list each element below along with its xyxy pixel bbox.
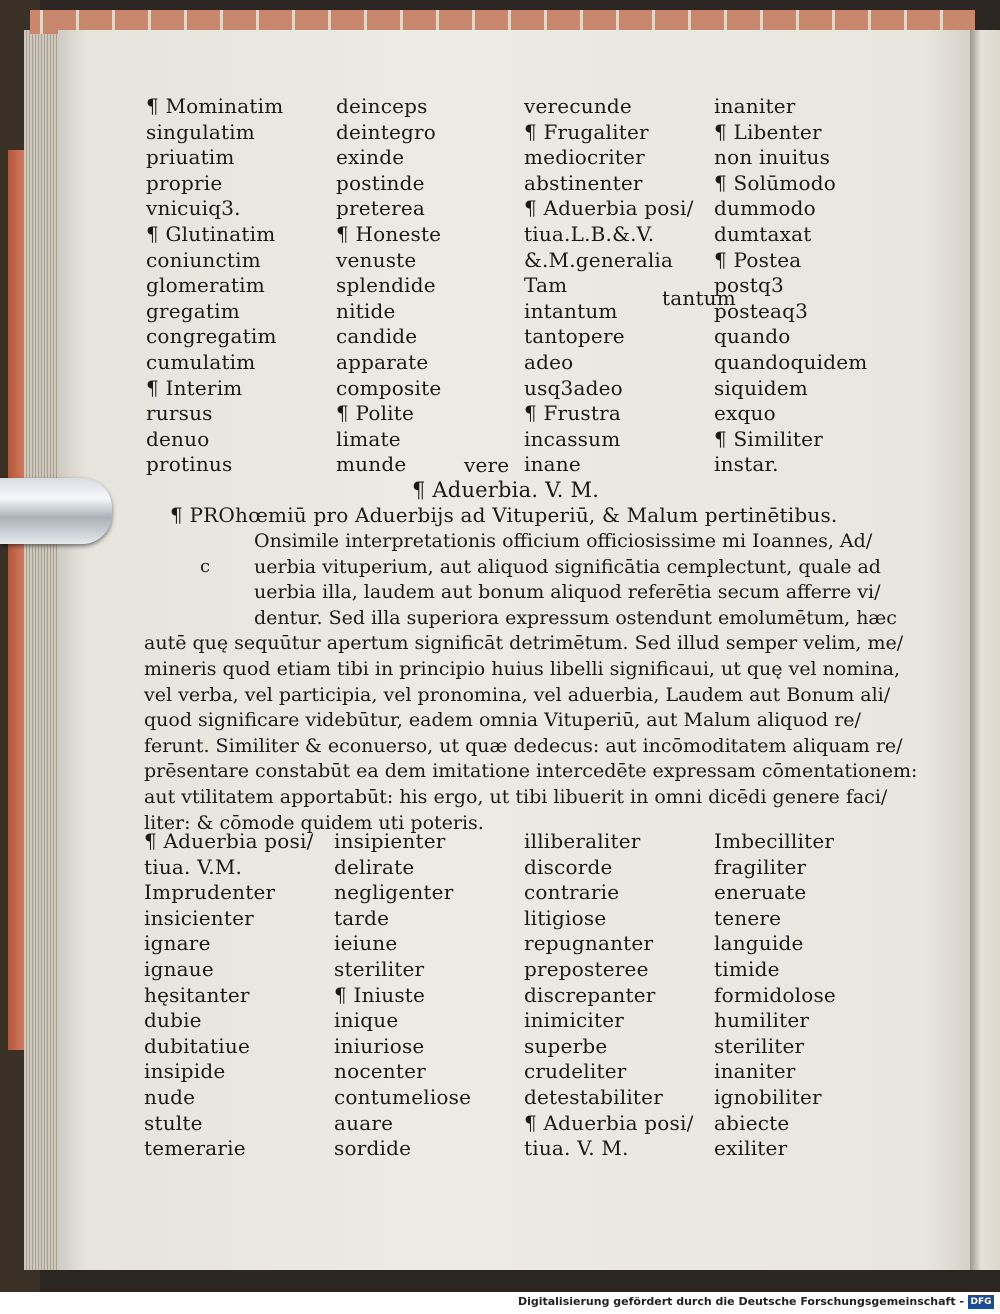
word-vere: vere	[464, 453, 510, 477]
word-entry: inaniter	[714, 1059, 796, 1084]
word-entry: humiliter	[714, 1008, 810, 1033]
prose-line: ferunt. Similiter & econuerso, ut quæ dedecus: aut incōmoditatem aliquam re/	[144, 734, 903, 757]
prose-line: quod significare videbūtur, eadem omnia Vituperiū, aut Malum aliquod re/	[144, 709, 861, 732]
word-entry: nocenter	[334, 1059, 426, 1084]
word-entry: sordide	[334, 1136, 412, 1161]
word-entry: ¶ Solūmodo	[714, 170, 836, 195]
word-entry: gregatim	[146, 298, 240, 323]
word-entry: ¶ Libenter	[714, 119, 822, 144]
prohoemium-title: ¶ PROhœmiū pro Aduerbijs ad Vituperiū, & Malum pertinētibus.	[170, 503, 838, 527]
word-entry: tiua.L.B.&.V.	[524, 222, 655, 246]
word-entry: venuste	[336, 247, 417, 272]
word-entry: iniuriose	[334, 1033, 425, 1058]
prose-line: uerbia vituperium, aut aliquod significātia cemplectunt, quale ad	[254, 555, 881, 578]
word-entry: apparate	[336, 350, 429, 374]
word-entry: tantopere	[524, 324, 625, 349]
word-entry: munde	[336, 452, 407, 477]
word-entry: abstinenter	[524, 170, 643, 195]
prose-line: dentur. Sed illa superiora expressum ostendunt emolumētum, hæc	[254, 606, 897, 629]
word-entry: exquo	[714, 401, 776, 426]
prose-line: vel verba, vel participia, vel pronomina, vel aduerbia, Laudem aut Bonum ali/	[144, 683, 891, 706]
word-entry: posteaq3	[714, 298, 809, 323]
word-entry: ¶ Interim	[146, 375, 243, 400]
word-entry: Tam	[524, 273, 568, 298]
word-entry: Imbecilliter	[714, 829, 835, 853]
word-entry: deinceps	[336, 94, 428, 118]
word-entry: protinus	[146, 452, 233, 477]
word-entry: &.M.generalia	[524, 247, 674, 272]
footer-credit: Digitalisierung gefördert durch die Deutsche Forschungsgemeinschaft -	[517, 1295, 964, 1308]
word-entry: repugnanter	[524, 931, 654, 956]
word-entry: inique	[334, 1008, 399, 1033]
word-entry: instar.	[714, 452, 779, 477]
word-entry: ¶ Honeste	[336, 222, 442, 246]
prose-line: autē quę sequūtur apertum significāt detrimētum. Sed illud semper velim, me/	[144, 632, 904, 655]
word-entry: coniunctim	[146, 247, 261, 272]
word-entry: insipienter	[334, 829, 446, 853]
word-entry: ¶ Polite	[336, 401, 415, 426]
word-entry: usq3adeo	[524, 375, 623, 400]
word-entry: preposteree	[524, 957, 649, 981]
word-entry: incassum	[524, 426, 621, 451]
word-entry: ¶ Mominatim	[146, 94, 284, 118]
word-entry: contrarie	[524, 880, 620, 905]
word-entry: ¶ Aduerbia posi/	[524, 196, 694, 221]
word-entry: nitide	[336, 298, 396, 323]
word-entry: rursus	[146, 401, 213, 426]
word-entry: ¶ Glutinatim	[146, 222, 276, 246]
word-entry: tiua. V.M.	[144, 854, 243, 879]
word-entry: splendide	[336, 273, 436, 298]
footer-bar	[0, 1292, 1000, 1314]
prose-line: uerbia illa, laudem aut bonum aliquod referētia secum afferre vi/	[254, 581, 881, 604]
word-entry: tarde	[334, 905, 390, 930]
word-entry: intantum	[524, 298, 618, 323]
word-entry: inane	[524, 452, 581, 477]
word-entry: dubitatiue	[144, 1033, 250, 1058]
word-entry: litigiose	[524, 905, 607, 930]
word-entry: dubie	[144, 1008, 202, 1033]
section-heading: ¶ Aduerbia. V. M.	[412, 478, 600, 502]
book-page	[58, 30, 970, 1270]
word-entry: insicienter	[144, 905, 254, 930]
word-entry: quandoquidem	[714, 350, 868, 374]
word-entry: ieiune	[334, 931, 398, 956]
word-entry: fragiliter	[714, 854, 807, 879]
word-entry: insipide	[144, 1059, 226, 1084]
word-entry: illiberaliter	[524, 829, 641, 853]
dfg-logo: DFG	[968, 1295, 994, 1309]
word-entry: tenere	[714, 905, 782, 930]
word-entry: ¶ Similiter	[714, 426, 823, 451]
prose-line: aut vtilitatem apportabūt: his ergo, ut tibi libuerit in omni dicēdi genere faci/	[144, 786, 888, 808]
word-entry: negligenter	[334, 880, 454, 905]
word-entry: proprie	[146, 170, 223, 195]
word-entry: ¶ Frustra	[524, 401, 621, 426]
word-entry: detestabiliter	[524, 1085, 663, 1109]
word-entry: postinde	[336, 170, 425, 195]
facing-page-edge	[968, 30, 1000, 1270]
word-entry: glomeratim	[146, 273, 265, 298]
word-entry: verecunde	[524, 94, 632, 118]
word-entry: formidolose	[714, 982, 836, 1007]
word-entry: siquidem	[714, 375, 808, 400]
word-entry: ignare	[144, 931, 211, 956]
prose-line: Onsimile interpretationis officium officiosissime mi Ioannes, Ad/	[254, 530, 873, 552]
word-entry: quando	[714, 324, 791, 349]
prose-line: liter: & cōmode quidem uti poteris.	[144, 811, 484, 834]
word-entry: crudeliter	[524, 1059, 627, 1084]
word-entry: deintegro	[336, 119, 436, 144]
word-entry: preterea	[336, 196, 425, 221]
word-entry: ¶ Aduerbia posi/	[144, 829, 314, 853]
word-entry: ¶ Postea	[714, 247, 802, 272]
word-entry: priuatim	[146, 145, 235, 170]
word-entry: languide	[714, 931, 804, 956]
word-entry: nude	[144, 1085, 196, 1109]
word-entry: ignaue	[144, 957, 214, 981]
word-entry: superbe	[524, 1033, 608, 1058]
word-entry: discorde	[524, 854, 613, 879]
word-entry: hęsitanter	[144, 982, 250, 1007]
edge-stripe	[40, 10, 43, 34]
word-entry: steriliter	[714, 1033, 805, 1058]
prose-line: prēsentare constabūt ea dem imitatione intercedēte expressam cōmentationem:	[144, 760, 918, 783]
word-entry: singulatim	[146, 119, 255, 144]
word-entry: exinde	[336, 145, 405, 170]
word-entry: discrepanter	[524, 982, 656, 1007]
word-entry: non inuitus	[714, 145, 831, 170]
word-entry: temerarie	[144, 1136, 246, 1161]
margin-letter: c	[200, 556, 211, 577]
word-entry: delirate	[334, 854, 415, 879]
word-entry: inaniter	[714, 94, 796, 118]
word-entry: mediocriter	[524, 145, 645, 170]
word-entry: eneruate	[714, 880, 807, 905]
word-entry: contumeliose	[334, 1085, 472, 1109]
word-entry: steriliter	[334, 957, 425, 981]
word-entry: abiecte	[714, 1110, 790, 1135]
word-tantum: tantum	[662, 286, 736, 310]
prose-line: mineris quod etiam tibi in principio huius libelli significaui, ut quę vel nomina,	[144, 658, 901, 680]
word-entry: candide	[336, 324, 418, 349]
word-entry: adeo	[524, 350, 574, 374]
word-entry: timide	[714, 957, 780, 981]
word-entry: composite	[336, 375, 442, 400]
word-entry: limate	[336, 426, 401, 451]
word-entry: ¶ Aduerbia posi/	[524, 1110, 694, 1135]
word-entry: ignobiliter	[714, 1085, 822, 1109]
word-entry: ¶ Frugaliter	[524, 119, 649, 144]
word-entry: congregatim	[146, 324, 277, 349]
word-entry: Imprudenter	[144, 880, 276, 905]
word-entry: auare	[334, 1110, 394, 1135]
word-entry: inimiciter	[524, 1008, 625, 1033]
word-entry: postq3	[714, 273, 784, 298]
glass-page-holder	[0, 478, 112, 544]
word-entry: dumtaxat	[714, 222, 812, 246]
word-entry: dummodo	[714, 196, 816, 221]
word-entry: stulte	[144, 1110, 203, 1135]
word-entry: ¶ Iniuste	[334, 982, 426, 1007]
word-entry: exiliter	[714, 1136, 788, 1161]
word-entry: denuo	[146, 426, 210, 451]
word-entry: cumulatim	[146, 350, 256, 374]
word-entry: tiua. V. M.	[524, 1136, 629, 1161]
word-entry: vnicuiq3.	[146, 196, 241, 221]
